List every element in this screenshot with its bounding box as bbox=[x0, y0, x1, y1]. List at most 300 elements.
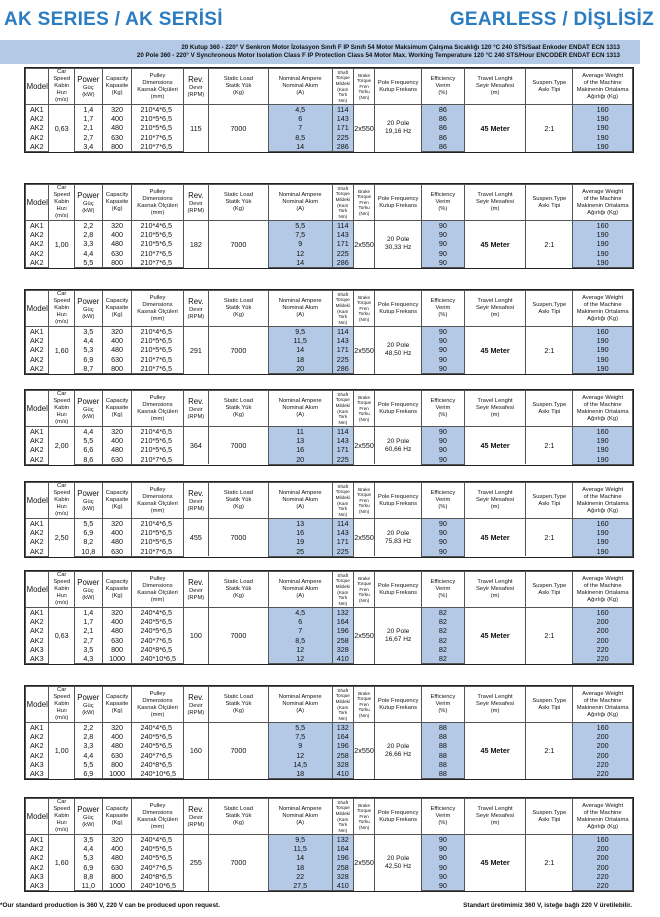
header-text: Capacity bbox=[105, 398, 129, 404]
header-text: Rev. bbox=[188, 74, 204, 84]
header-weight bbox=[573, 291, 633, 327]
header-capacity bbox=[102, 391, 132, 427]
header-capacity bbox=[102, 69, 132, 105]
header-text: Seyir Mesafesi bbox=[476, 199, 515, 205]
efficiency-cell: 90 bbox=[422, 249, 465, 258]
header-text: Kapasite bbox=[105, 813, 129, 819]
suspension-cell: 2:1 bbox=[526, 519, 573, 557]
capacity-cell: 320 bbox=[102, 105, 132, 115]
model-cell: AK3 bbox=[26, 654, 49, 664]
efficiency-cell: 82 bbox=[422, 645, 465, 654]
header-text: (A) bbox=[296, 820, 305, 826]
header-text: Seyir Mesafesi bbox=[476, 701, 515, 707]
header-text: (Kg) bbox=[111, 312, 123, 318]
model-cell: AK2 bbox=[26, 863, 49, 872]
header-text: of the Machine bbox=[583, 809, 622, 816]
header-text: (mm) bbox=[150, 823, 165, 830]
ampere-cell: 4,5 bbox=[268, 105, 332, 115]
header-rev bbox=[183, 572, 209, 608]
header-pulley bbox=[132, 483, 183, 519]
power-cell: 5,3 bbox=[74, 853, 102, 862]
weight-cell: 160 bbox=[573, 427, 633, 437]
speed-cell: 1,00 bbox=[49, 221, 75, 268]
model-cell: AK1 bbox=[26, 608, 49, 618]
ampere-cell: 16 bbox=[268, 445, 332, 454]
header-text: Mildeki bbox=[335, 810, 350, 816]
torque-cell: 132 bbox=[332, 723, 353, 733]
static-load-cell: 7000 bbox=[209, 427, 269, 465]
weight-cell: 200 bbox=[573, 617, 633, 626]
header-text: Car Speed bbox=[53, 185, 71, 198]
header-text: Capacity bbox=[105, 76, 129, 82]
model-cell: AK3 bbox=[26, 769, 49, 779]
header-rev bbox=[183, 483, 209, 519]
header-travel bbox=[464, 391, 526, 427]
header-text: Nm) bbox=[338, 213, 348, 219]
header-text: Mildeki bbox=[335, 494, 350, 500]
header-text: Askı Tipi bbox=[538, 500, 561, 507]
torque-cell: 114 bbox=[332, 105, 353, 115]
header-text: Model bbox=[26, 81, 48, 91]
power-cell: 3,3 bbox=[74, 741, 102, 750]
header-text: Seyir Mesafesi bbox=[476, 305, 515, 311]
pole-count: 20 Pole bbox=[386, 120, 410, 128]
suspension-cell: 2:1 bbox=[526, 221, 573, 268]
pulley-cell: 240*10*6,5 bbox=[132, 654, 183, 664]
header-pole bbox=[375, 687, 422, 723]
header-text: (Nm) bbox=[358, 210, 370, 216]
model-cell: AK3 bbox=[26, 881, 49, 891]
header-efficiency bbox=[422, 799, 465, 835]
header-suspension bbox=[526, 483, 573, 519]
pulley-cell: 210*4*6,5 bbox=[132, 519, 183, 529]
header-text: Seyir Mesafesi bbox=[476, 586, 515, 592]
header-text: Torque bbox=[357, 400, 372, 406]
header-ampere bbox=[268, 799, 332, 835]
ampere-cell: 14,5 bbox=[268, 760, 332, 769]
capacity-cell: 400 bbox=[102, 844, 132, 853]
travel-cell: 45 Meter bbox=[464, 519, 526, 557]
header-brake bbox=[353, 483, 374, 519]
pulley-cell: 240*5*6,5 bbox=[132, 741, 183, 750]
ampere-cell: 14 bbox=[268, 853, 332, 862]
header-text: of the Machine bbox=[583, 582, 622, 589]
header-text: (m) bbox=[490, 412, 500, 418]
header-text: Seyir Mesafesi bbox=[476, 813, 515, 819]
pulley-cell: 210*7*6,5 bbox=[132, 364, 183, 374]
header-text: Kutup Frekans bbox=[379, 589, 417, 596]
power-cell: 5,3 bbox=[74, 345, 102, 354]
capacity-cell: 800 bbox=[102, 645, 132, 654]
header-text: Torque bbox=[357, 78, 372, 84]
pole-frequency: 16,67 Hz bbox=[384, 635, 412, 643]
header-text: Power bbox=[77, 190, 100, 200]
header-text: Verim bbox=[435, 586, 451, 592]
efficiency-cell: 82 bbox=[422, 654, 465, 664]
header-pole bbox=[375, 799, 422, 835]
header-text: Verim bbox=[435, 701, 451, 707]
header-efficiency bbox=[422, 291, 465, 327]
model-cell: AK2 bbox=[26, 626, 49, 635]
header-text: (Nm) bbox=[358, 316, 370, 322]
efficiency-cell: 86 bbox=[422, 123, 465, 132]
header-text: Kapasite bbox=[105, 701, 129, 707]
header-text: Mildeki bbox=[335, 402, 350, 408]
model-cell: AK2 bbox=[26, 853, 49, 862]
header-text: Average Weight bbox=[582, 188, 624, 195]
spec-line-tr: 20 Kutup 360 - 220° V Senkron Motor İzolasyon Sınıfı F IP Sınıfı 54 Motor Maksimum Çalışma Sıcaklığı 120 °C 240 STS/Saat Enkoder ENDAT ECN 1313 bbox=[181, 44, 620, 51]
header-text: Nominal Ampere bbox=[278, 298, 322, 304]
capacity-cell: 800 bbox=[102, 364, 132, 374]
header-text: (mm) bbox=[150, 93, 165, 100]
header-text: Average Weight bbox=[582, 690, 624, 697]
header-text: Shaft bbox=[337, 185, 349, 191]
power-cell: 1,4 bbox=[74, 608, 102, 618]
header-text: of the Machine bbox=[583, 195, 622, 202]
header-text: Car Speed bbox=[53, 572, 71, 585]
spec-table-block bbox=[24, 183, 634, 269]
header-text: Torque bbox=[357, 808, 372, 814]
power-cell: 1,7 bbox=[74, 114, 102, 123]
header-pole bbox=[375, 572, 422, 608]
header-text: Kasnak Ölçüleri bbox=[137, 408, 178, 415]
header-text: Power bbox=[77, 488, 100, 498]
efficiency-cell: 90 bbox=[422, 445, 465, 454]
header-text: (RPM) bbox=[187, 821, 205, 828]
pulley-cell: 240*7*6,5 bbox=[132, 751, 183, 760]
header-rev bbox=[183, 69, 209, 105]
header-text: Average Weight bbox=[582, 294, 624, 301]
header-text: (Kam Tork bbox=[337, 500, 349, 512]
pole-cell bbox=[375, 221, 422, 268]
efficiency-cell: 88 bbox=[422, 723, 465, 733]
pulley-cell: 240*7*6,5 bbox=[132, 863, 183, 872]
header-text: Capacity bbox=[105, 579, 129, 585]
weight-cell: 160 bbox=[573, 519, 633, 529]
header-text: Kabin Hızı bbox=[54, 405, 70, 418]
torque-cell: 132 bbox=[332, 835, 353, 845]
header-torque bbox=[332, 291, 353, 327]
header-text: (A) bbox=[296, 412, 305, 418]
static-load-cell: 7000 bbox=[209, 105, 269, 152]
model-cell: AK2 bbox=[26, 751, 49, 760]
header-text: (%) bbox=[438, 708, 448, 714]
power-cell: 1,4 bbox=[74, 105, 102, 115]
capacity-cell: 480 bbox=[102, 345, 132, 354]
capacity-cell: 800 bbox=[102, 760, 132, 769]
header-text: Capacity bbox=[105, 694, 129, 700]
pulley-cell: 210*5*6,5 bbox=[132, 230, 183, 239]
ampere-cell: 13 bbox=[268, 519, 332, 529]
weight-cell: 190 bbox=[573, 547, 633, 557]
header-text: (Kg) bbox=[111, 593, 123, 599]
header-text: Pole Frequency bbox=[377, 697, 419, 704]
torque-cell: 286 bbox=[332, 364, 353, 374]
weight-cell: 160 bbox=[573, 221, 633, 231]
header-text: Verim bbox=[435, 497, 451, 503]
header-pulley bbox=[132, 799, 183, 835]
header-model bbox=[26, 391, 49, 427]
header-text: of the Machine bbox=[583, 697, 622, 704]
pulley-cell: 210*5*6,5 bbox=[132, 239, 183, 248]
speed-cell: 1,60 bbox=[49, 835, 75, 891]
header-text: (mm) bbox=[150, 507, 165, 514]
header-power bbox=[74, 391, 102, 427]
header-text: Car Speed bbox=[53, 799, 71, 812]
header-ampere bbox=[268, 69, 332, 105]
weight-cell: 220 bbox=[573, 760, 633, 769]
efficiency-cell: 86 bbox=[422, 114, 465, 123]
capacity-cell: 630 bbox=[102, 547, 132, 557]
header-text: Nominal Akım bbox=[282, 305, 319, 311]
header-travel bbox=[464, 483, 526, 519]
header-text: Rev. bbox=[188, 396, 204, 406]
header-text: Verim bbox=[435, 199, 451, 205]
header-power bbox=[74, 687, 102, 723]
header-capacity bbox=[102, 572, 132, 608]
header-text: Statik Yük bbox=[225, 83, 252, 89]
gearless-title: GEARLESS / DİŞLİSİZ bbox=[449, 9, 654, 30]
header-static-load bbox=[209, 799, 269, 835]
pulley-cell: 240*5*6,5 bbox=[132, 853, 183, 862]
header-row bbox=[26, 572, 633, 608]
rev-cell: 100 bbox=[183, 608, 209, 664]
pole-cell bbox=[375, 608, 422, 664]
header-pole bbox=[375, 291, 422, 327]
header-text: Rev. bbox=[188, 692, 204, 702]
header-weight bbox=[573, 799, 633, 835]
capacity-cell: 320 bbox=[102, 723, 132, 733]
header-text: (%) bbox=[438, 412, 448, 418]
suspension-cell: 2:1 bbox=[526, 608, 573, 664]
header-text: Brake bbox=[358, 188, 371, 194]
header-power bbox=[74, 799, 102, 835]
header-text: Shaft bbox=[337, 572, 349, 578]
spec-table-block bbox=[24, 67, 634, 153]
header-ampere bbox=[268, 483, 332, 519]
header-brake bbox=[353, 799, 374, 835]
header-text: (Kg) bbox=[232, 206, 244, 212]
header-speed bbox=[49, 799, 75, 835]
header-brake bbox=[353, 391, 374, 427]
header-pole bbox=[375, 69, 422, 105]
header-text: Model bbox=[26, 197, 48, 207]
power-cell: 2,7 bbox=[74, 636, 102, 645]
header-rev bbox=[183, 391, 209, 427]
header-speed bbox=[49, 69, 75, 105]
header-ampere bbox=[268, 185, 332, 221]
header-text: Model bbox=[26, 811, 48, 821]
header-text: (%) bbox=[438, 593, 448, 599]
header-text: Power bbox=[77, 577, 100, 587]
model-cell: AK3 bbox=[26, 872, 49, 881]
torque-cell: 410 bbox=[332, 769, 353, 779]
torque-cell: 286 bbox=[332, 142, 353, 152]
pole-cell bbox=[375, 723, 422, 779]
header-text: Car Speed bbox=[53, 391, 71, 404]
pulley-cell: 240*5*6,5 bbox=[132, 732, 183, 741]
ampere-cell: 7,5 bbox=[268, 230, 332, 239]
ampere-cell: 20 bbox=[268, 364, 332, 374]
header-text: Kabin Hızı bbox=[54, 83, 70, 96]
static-load-cell: 7000 bbox=[209, 835, 269, 891]
header-weight bbox=[573, 391, 633, 427]
torque-cell: 225 bbox=[332, 249, 353, 258]
pulley-cell: 210*7*6,5 bbox=[132, 455, 183, 465]
speed-cell: 0,63 bbox=[49, 608, 75, 664]
header-text: (A) bbox=[296, 708, 305, 714]
header-rev bbox=[183, 799, 209, 835]
speed-cell: 0,63 bbox=[49, 105, 75, 152]
spec-table bbox=[25, 290, 633, 374]
header-text: Güç bbox=[82, 587, 94, 594]
pulley-cell: 240*7*6,5 bbox=[132, 636, 183, 645]
header-text: (Kg) bbox=[232, 504, 244, 510]
header-static-load bbox=[209, 69, 269, 105]
header-text: Torku bbox=[358, 819, 370, 825]
header-ampere bbox=[268, 687, 332, 723]
header-text: Kabin Hızı bbox=[54, 586, 70, 599]
header-text: Kabin Hızı bbox=[54, 701, 70, 714]
header-text: Kapasite bbox=[105, 497, 129, 503]
brake-cell: 2x550 bbox=[353, 427, 374, 465]
header-efficiency bbox=[422, 69, 465, 105]
torque-cell: 164 bbox=[332, 617, 353, 626]
header-text: Brake bbox=[358, 575, 371, 581]
header-text: Fren bbox=[359, 199, 369, 205]
header-text: Model bbox=[26, 584, 48, 594]
header-text: Kasnak Ölçüleri bbox=[137, 500, 178, 507]
weight-cell: 190 bbox=[573, 133, 633, 142]
header-text: Statik Yük bbox=[225, 405, 252, 411]
header-model bbox=[26, 799, 49, 835]
power-cell: 3,5 bbox=[74, 645, 102, 654]
header-text: Model bbox=[26, 303, 48, 313]
ampere-cell: 20 bbox=[268, 455, 332, 465]
torque-cell: 171 bbox=[332, 445, 353, 454]
header-brake bbox=[353, 572, 374, 608]
pulley-cell: 210*5*6,5 bbox=[132, 445, 183, 454]
header-text: (Nm) bbox=[358, 416, 370, 422]
power-cell: 5,5 bbox=[74, 519, 102, 529]
ampere-cell: 9 bbox=[268, 239, 332, 248]
torque-cell: 225 bbox=[332, 355, 353, 364]
torque-cell: 410 bbox=[332, 654, 353, 664]
header-static-load bbox=[209, 291, 269, 327]
power-cell: 3,3 bbox=[74, 239, 102, 248]
pulley-cell: 240*4*6,5 bbox=[132, 723, 183, 733]
header-text: Makinenin Ortalama bbox=[576, 500, 629, 507]
efficiency-cell: 90 bbox=[422, 881, 465, 891]
header-text: Kutup Frekans bbox=[379, 408, 417, 415]
header-text: Kapasite bbox=[105, 199, 129, 205]
travel-cell: 45 Meter bbox=[464, 608, 526, 664]
header-text: Güç bbox=[82, 498, 94, 505]
capacity-cell: 320 bbox=[102, 427, 132, 437]
brake-cell: 2x550 bbox=[353, 835, 374, 891]
weight-cell: 190 bbox=[573, 239, 633, 248]
header-text: Pole Frequency bbox=[377, 809, 419, 816]
ampere-cell: 27,5 bbox=[268, 881, 332, 891]
header-pulley bbox=[132, 391, 183, 427]
spec-bar bbox=[0, 40, 640, 64]
weight-cell: 200 bbox=[573, 844, 633, 853]
pulley-cell: 210*7*6,5 bbox=[132, 547, 183, 557]
torque-cell: 328 bbox=[332, 645, 353, 654]
header-text: Nm) bbox=[338, 419, 348, 425]
capacity-cell: 480 bbox=[102, 445, 132, 454]
efficiency-cell: 90 bbox=[422, 258, 465, 268]
torque-cell: 171 bbox=[332, 123, 353, 132]
header-text: (%) bbox=[438, 504, 448, 510]
header-text: Kapasite bbox=[105, 586, 129, 592]
header-text: (Kam Tork bbox=[337, 308, 349, 320]
pole-cell bbox=[375, 427, 422, 465]
header-pulley bbox=[132, 291, 183, 327]
weight-cell: 160 bbox=[573, 327, 633, 337]
header-text: Suspen.Type bbox=[532, 809, 567, 816]
header-text: Average Weight bbox=[582, 575, 624, 582]
power-cell: 2,2 bbox=[74, 723, 102, 733]
torque-cell: 225 bbox=[332, 455, 353, 465]
ampere-cell: 6 bbox=[268, 617, 332, 626]
header-torque bbox=[332, 69, 353, 105]
header-text: Kasnak Ölçüleri bbox=[137, 86, 178, 93]
header-text: (kW) bbox=[82, 821, 95, 828]
header-text: Seyir Mesafesi bbox=[476, 83, 515, 89]
header-text: Travel Lenght bbox=[477, 192, 513, 198]
header-brake bbox=[353, 185, 374, 221]
header-text: Torku bbox=[358, 592, 370, 598]
header-suspension bbox=[526, 391, 573, 427]
header-text: Power bbox=[77, 804, 100, 814]
efficiency-cell: 86 bbox=[422, 142, 465, 152]
footer-note-en: *Our standard production is 360 V, 220 V can be produced upon request. bbox=[0, 902, 220, 909]
model-cell: AK3 bbox=[26, 760, 49, 769]
power-cell: 6,9 bbox=[74, 769, 102, 779]
pole-cell bbox=[375, 519, 422, 557]
header-row bbox=[26, 483, 633, 519]
header-text: Torque bbox=[357, 300, 372, 306]
travel-cell: 45 Meter bbox=[464, 835, 526, 891]
header-text: Mildeki bbox=[335, 196, 350, 202]
pulley-cell: 240*5*6,5 bbox=[132, 844, 183, 853]
header-text: (m) bbox=[490, 90, 500, 96]
header-text: Brake bbox=[358, 394, 371, 400]
header-text: Travel Lenght bbox=[477, 490, 513, 496]
suspension-cell: 2:1 bbox=[526, 105, 573, 152]
header-travel bbox=[464, 799, 526, 835]
header-text: (%) bbox=[438, 820, 448, 826]
header-text: Nominal Akım bbox=[282, 497, 319, 503]
header-text: (m) bbox=[490, 593, 500, 599]
header-text: (Kg) bbox=[232, 90, 244, 96]
pulley-cell: 210*5*6,5 bbox=[132, 345, 183, 354]
header-text: Travel Lenght bbox=[477, 694, 513, 700]
rev-cell: 364 bbox=[183, 427, 209, 465]
header-text: Verim bbox=[435, 813, 451, 819]
capacity-cell: 320 bbox=[102, 221, 132, 231]
static-load-cell: 7000 bbox=[209, 221, 269, 268]
header-row bbox=[26, 687, 633, 723]
header-text: Car Speed bbox=[53, 291, 71, 304]
speed-cell: 1,60 bbox=[49, 327, 75, 374]
pulley-cell: 240*5*6,5 bbox=[132, 626, 183, 635]
capacity-cell: 480 bbox=[102, 626, 132, 635]
header-text: Fren bbox=[359, 701, 369, 707]
torque-cell: 143 bbox=[332, 436, 353, 445]
power-cell: 3,4 bbox=[74, 142, 102, 152]
